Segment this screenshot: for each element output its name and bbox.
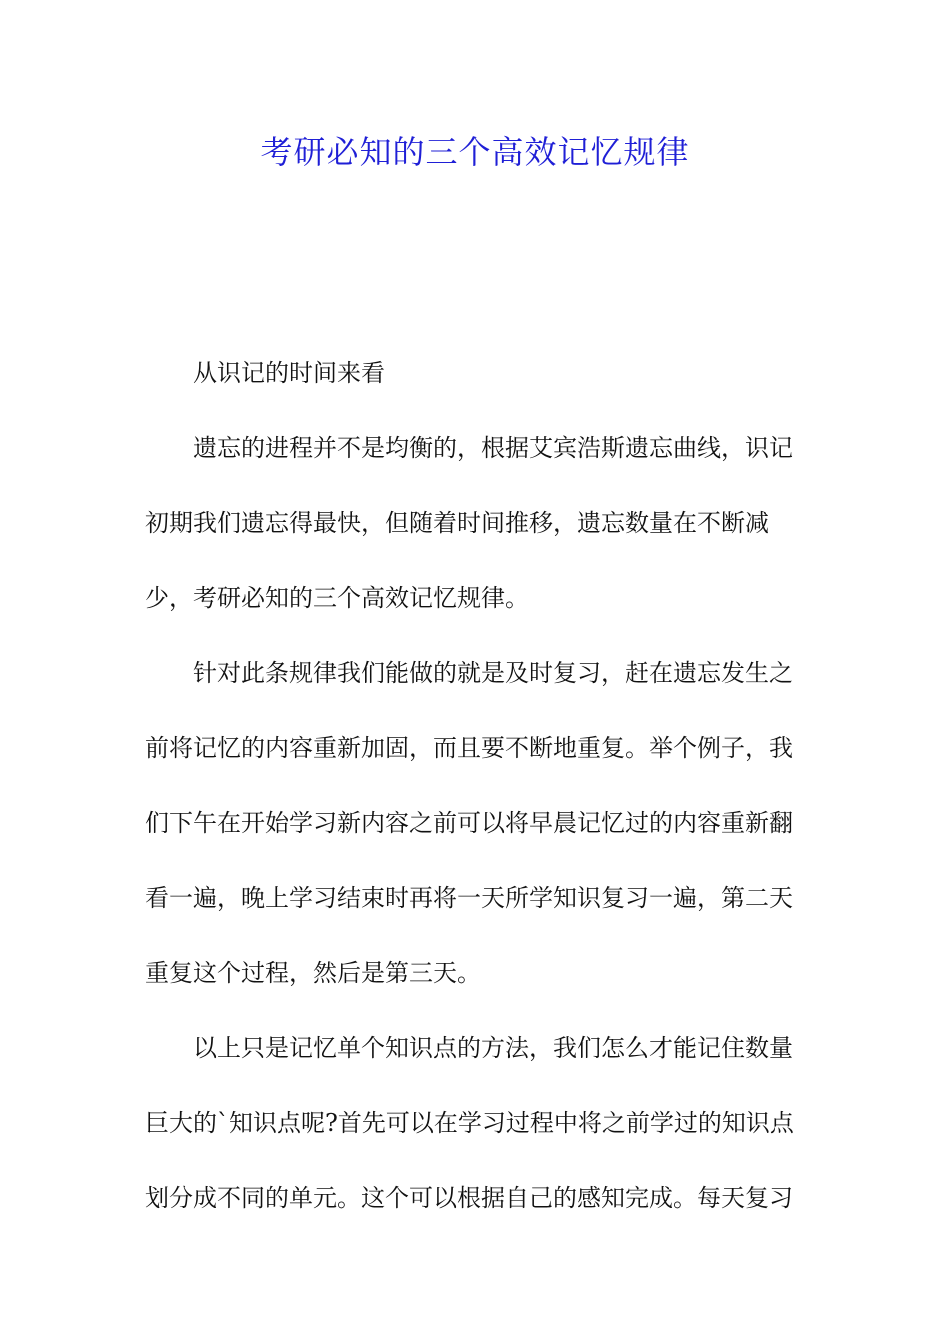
paragraph-1: 从识记的时间来看 xyxy=(193,359,385,387)
document-body xyxy=(145,336,815,1236)
paragraph-2: 遗忘的进程并不是均衡的，根据艾宾浩斯遗忘曲线，识记初期我们遗忘得最快，但随着时间推移，遗忘数量在不断减少，考研必知的三个高效记忆规律。 xyxy=(145,434,793,612)
document-title: 考研必知的三个高效记忆规律 xyxy=(260,133,690,171)
paragraph-4: 以上只是记忆单个知识点的方法，我们怎么才能记住数量巨大的`知识点呢?首先可以在学习过程中将之前学过的知识点划分成不同的单元。这个可以根据自己的感知完成。每天复习 xyxy=(145,1034,794,1212)
paragraph-3: 针对此条规律我们能做的就是及时复习，赶在遗忘发生之前将记忆的内容重新加固，而且要不断地重复。举个例子，我们下午在开始学习新内容之前可以将早晨记忆过的内容重新翻看一遍，晚上学习结束时再将一天所学知识复习一遍，第二天重复这个过程，然后是第三天。 xyxy=(145,659,793,987)
